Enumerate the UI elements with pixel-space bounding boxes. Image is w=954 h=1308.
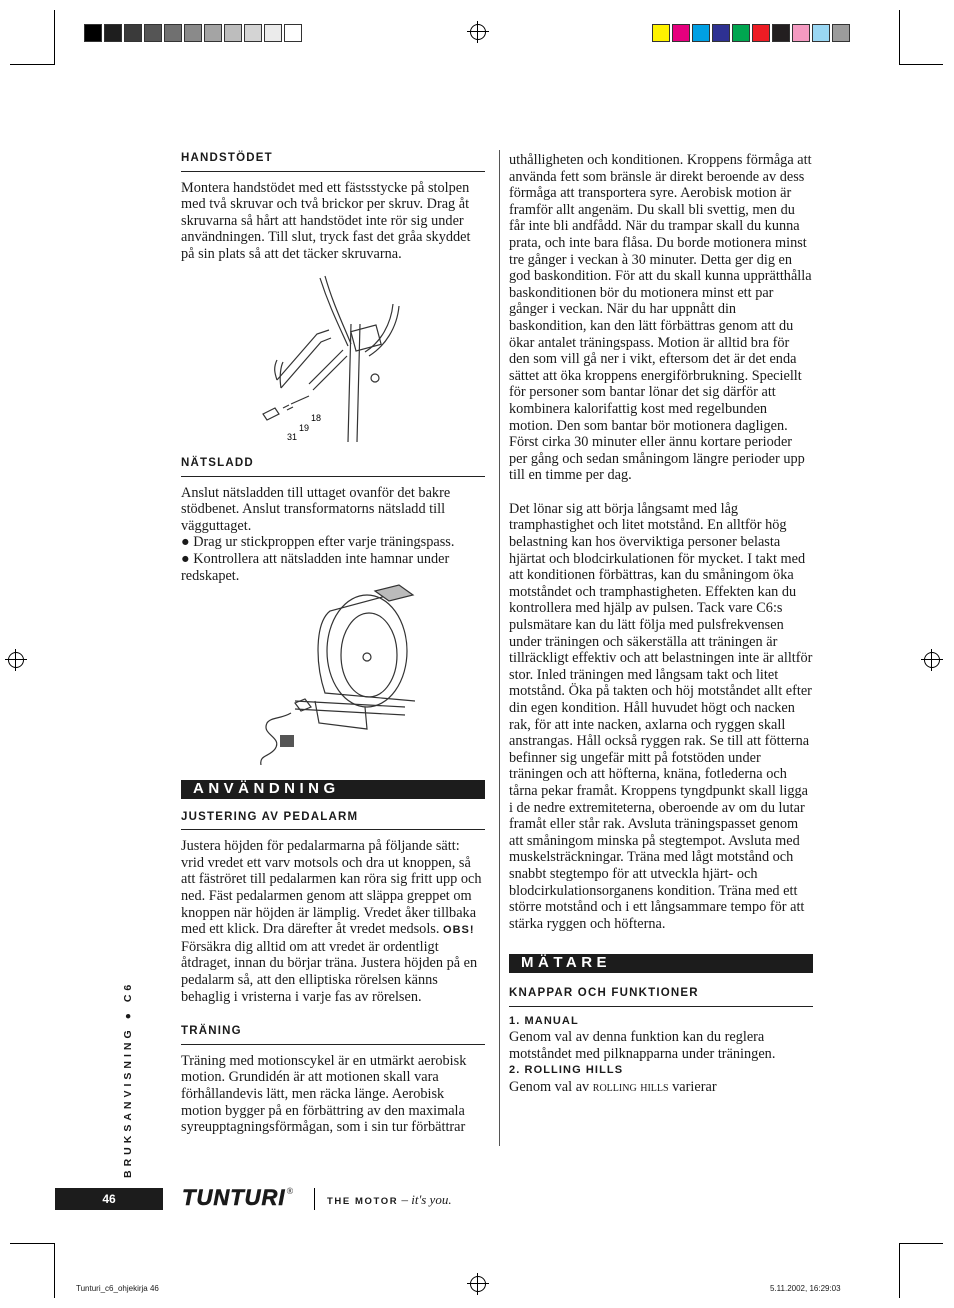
slug-file: Tunturi_c6_ohjekirja 46 [76, 1284, 159, 1293]
color-swatch [832, 24, 850, 42]
registration-mark-left [8, 652, 24, 668]
color-swatch [772, 24, 790, 42]
color-swatch [792, 24, 810, 42]
color-swatch [672, 24, 690, 42]
brand-tagline: THE MOTOR – it's you. [327, 1192, 452, 1207]
color-swatch [244, 24, 262, 42]
color-swatch [144, 24, 162, 42]
footer-divider [314, 1188, 315, 1210]
color-swatch [204, 24, 222, 42]
color-swatch [264, 24, 282, 42]
natsladd-section [181, 455, 485, 584]
color-swatch [84, 24, 102, 42]
natsladd-bullet-1: ● Drag ur stickproppen efter varje träningspass. [181, 534, 455, 551]
page-number: 46 [55, 1188, 163, 1210]
rolling-hills-text: Genom val av rolling hills varierar [509, 1078, 717, 1095]
manual-text: Genom val av denna funktion kan du reglera motståndet med pilknapparna under träningen. [509, 1029, 776, 1062]
section-bar-anvandning: ANVÄNDNING [181, 780, 485, 799]
color-swatch [652, 24, 670, 42]
part-label-18: 18 [311, 413, 322, 423]
section-bar-matare: MÄTARE [509, 954, 813, 973]
brand-logo: TUNTURI ® [182, 1185, 294, 1210]
right-paragraph-1: uthålligheten och konditionen. Kroppens förmåga att använda fett som bränsle är direkt beroende av dess förmåga att transportera syre. Aerobisk motion är framför allt angenäm. Du skall bli svettig, men du får inte bli andfådd. När du trampar skall du kunna prata, och inte bara flåsa. Du borde motionera minst tre gånger i veckan à 30 minuter. Detta ger dig en god baskondition. För att du skall kunna upprätthålla baskonditionen bör du motionera minst ett par gånger i veckan. När du har uppnått din baskondition, kan den lätt förbättras genom att du ökar antalet träningspass. Motion är alltid bra för den som vill gå ner i vikt, eftersom det är det enda sättet att öka kroppens energiförbrukning. Speciellt för personer som bantar lönar det sig därför att kombinera kalorifattig kost med regelbunden motion. Den som bantar bör motionera dagligen. Först cirka 30 minuter eller ännu kortare perioder per gång och sedan småningom längre perioder upp till en timme per dag. [509, 152, 812, 484]
slug-timestamp: 5.11.2002, 16:29:03 [770, 1284, 841, 1293]
handrest-illustration [253, 264, 418, 444]
right-paragraph-2: Det lönar sig att börja långsamt med låg tramphastighet och litet motstånd. En alltför hög belastning kan hos överviktiga personer belasta hjärtat och blodcirkulationen för mycket. I takt med att konditionen förbättras, kan du småningom öka motståndet och tramphastigheten. Effekten kan du kontrollera med hjälp av pulsen. Tack vare C6:s pulsmätare kan du lätt följa med pulsfrekvensen under träningen och säkerställa att träningen är tillräckligt effektiv och att belastningen inte är alltför stor. Inled träningen med långsam takt och litet motstånd. Öka på takten och höj motståndet allt efter din egen kondition. Håll huvudet högt och nacken rak, för att inte nacken, axlarna och ryggen skall anstrangas. Håll också ryggen rak. Se till att fötterna befinner sig ungefär mitt på fotstöden under träningen och att höfterna, knäna, fotlederna och tårna pekar framåt. Kroppens tyngdpunkt skall ligga i de nedre extremiteterna, oberoende av om du lutar framåt eller står rak. Avsluta träningspasset genom att småningom minska på stegtempot. Avsluta med muskelsträckningar. Träna med lågt motstånd och snabbt stegtempo för att utveckla hjärt- och blodcirkulationsorganens kondition. Träna med ett större motstånd och i ett långsammare tempo för att stärka ryggen och höfterna. [509, 500, 813, 932]
left-column [181, 150, 485, 263]
part-label-31: 31 [287, 432, 298, 442]
handstodet-text: Montera handstödet med ett fästsstycke på stolpen med två skruvar och två brickor per skruv. Drag åt skruvarna så hårt att handstödet inte rör sig under användningen. Till slut, tryck fast det gråa skyddet på sin plats så att det täcker skruvarna. [181, 179, 471, 262]
traning-text: Träning med motionscykel är en utmärkt aerobisk motion. Grundidén är att motionen skall vara förhållandevis lätt, men räcka länge. Aerobisk motion bygger på en förbättring av den maximala syreupptagningsförmågan, som i sin tur förbättrar [181, 1052, 467, 1136]
column-divider [499, 150, 500, 1146]
registration-mark-top [470, 24, 486, 40]
side-label: BRUKSANVISNING ● C6 [122, 980, 134, 1178]
color-swatch [124, 24, 142, 42]
color-swatch [164, 24, 182, 42]
color-swatch [104, 24, 122, 42]
color-swatch [284, 24, 302, 42]
color-swatch [732, 24, 750, 42]
color-swatch [812, 24, 830, 42]
color-swatch [184, 24, 202, 42]
color-swatch [712, 24, 730, 42]
right-column [509, 152, 813, 1095]
subheading-rolling-hills: 2. ROLLING HILLS [509, 1064, 624, 1077]
registration-mark-right [924, 652, 940, 668]
heading-justering: JUSTERING AV PEDALARM [181, 809, 485, 831]
power-cord-illustration [255, 583, 415, 765]
usage-section [181, 780, 485, 1136]
heading-handstodet: HANDSTÖDET [181, 150, 485, 172]
color-swatch [752, 24, 770, 42]
natsladd-text: Anslut nätsladden till uttaget ovanför det bakre stödbenet. Anslut transformatorns nätsladd till vägguttaget. [181, 484, 451, 534]
obs-label: OBS! [443, 924, 475, 937]
color-swatch [224, 24, 242, 42]
color-swatch [692, 24, 710, 42]
heading-knappar: KNAPPAR OCH FUNKTIONER [509, 985, 813, 1007]
heading-traning: TRÄNING [181, 1023, 485, 1045]
subheading-manual: 1. MANUAL [509, 1014, 579, 1027]
heading-natsladd: NÄTSLADD [181, 455, 485, 477]
part-label-19: 19 [299, 423, 310, 433]
justering-text: Justera höjden för pedalarmarna på följande sätt: vrid vredet ett varv motsols och dra ut knoppen, så att fäströret till pedalarmen kan röra sig fritt upp och ned. Fäst pedalarmen genom att släppa greppet om knoppen när höjden är lämplig. Vredet åker tillbaka med ett klick. Dra därefter åt vredet medsols. OBS! Försäkra dig alltid om att vredet är ordentligt åtdraget, innan du börjar träna. Justera höjden på en pedalarm så, att den elliptiska rörelsen känns behaglig i vristerna i varje fas av rörelsen. [181, 838, 482, 1005]
natsladd-bullet-2: ● Kontrollera att nätsladden inte hamnar under redskapet. [181, 550, 450, 584]
registration-mark-bottom [470, 1276, 486, 1292]
